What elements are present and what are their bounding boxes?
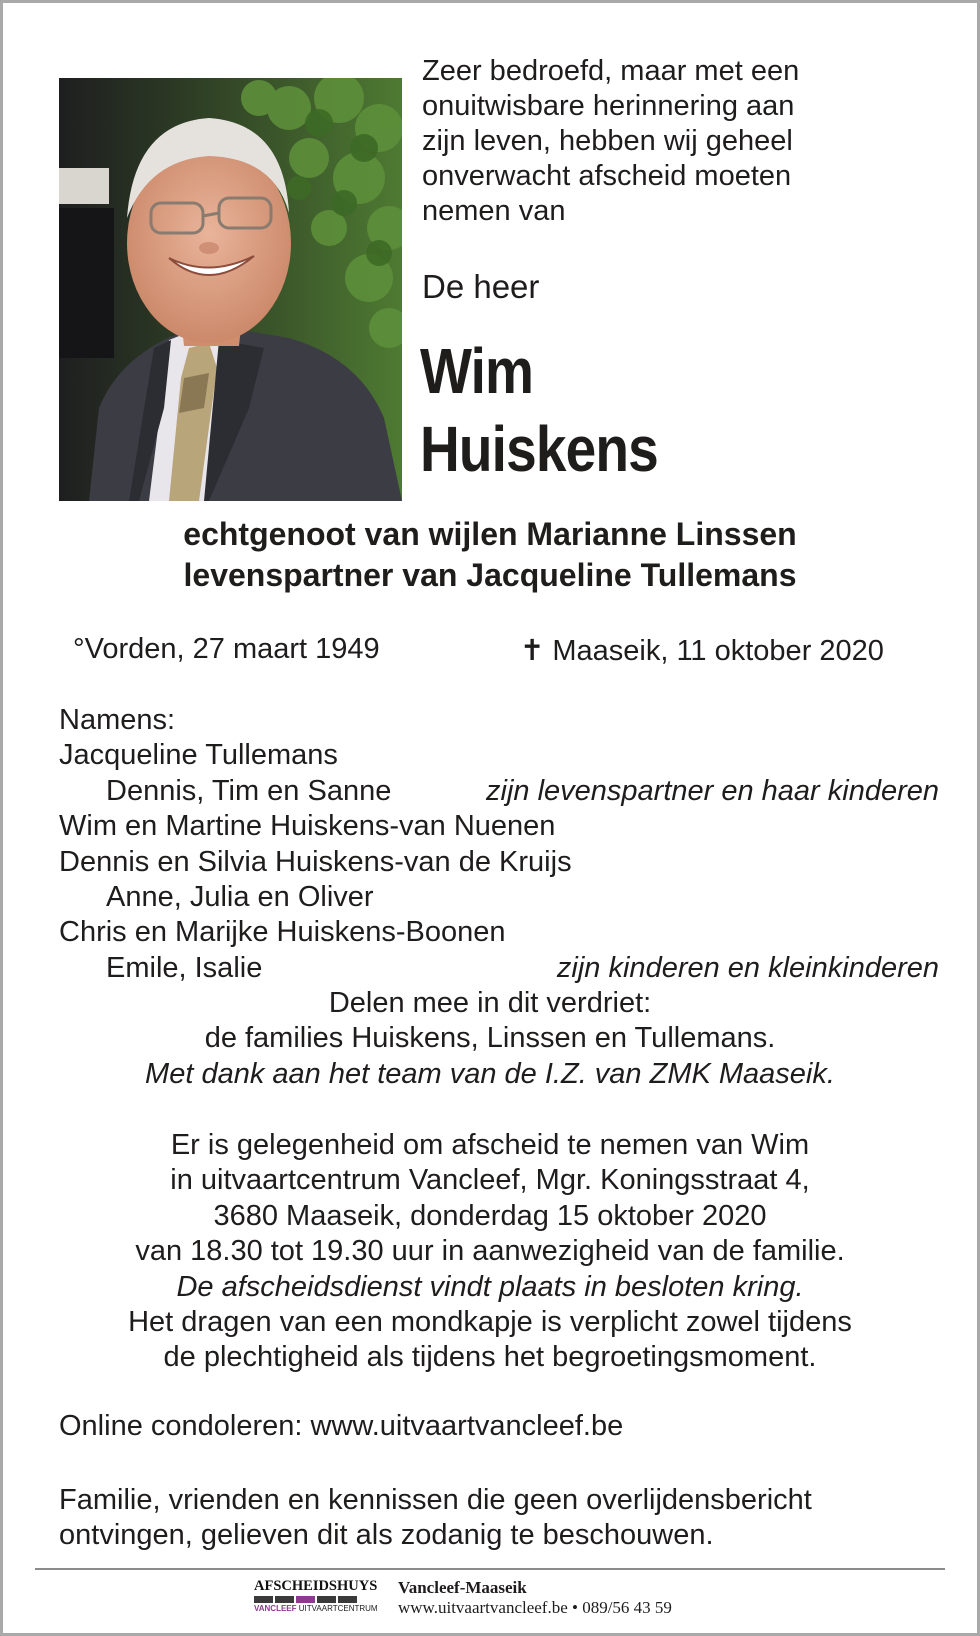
service-line: De afscheidsdienst vindt plaats in besloten kring. <box>176 1270 804 1303</box>
family-row <box>59 738 939 773</box>
family-list <box>59 703 939 986</box>
family-name: Emile, Isalie <box>106 951 263 984</box>
last-name: Huiskens <box>420 413 658 485</box>
family-row <box>59 915 939 950</box>
funeral-home-name: Vancleef-Maaseik <box>398 1578 527 1597</box>
deceased-name <box>420 332 658 488</box>
mask-line: Het dragen van een mondkapje is verplicht zowel tijdens <box>128 1306 852 1339</box>
funeral-home-contact: www.uitvaartvancleef.be • 089/56 43 59 <box>398 1598 672 1617</box>
funeral-home-logo <box>254 1578 379 1618</box>
logo-bar <box>317 1596 336 1603</box>
online-condolence: Online condoleren: www.uitvaartvancleef.be <box>59 1410 624 1442</box>
logo-bar <box>275 1596 294 1603</box>
birth-date: °Vorden, 27 maart 1949 <box>73 633 380 665</box>
visitation-line: in uitvaartcentrum Vancleef, Mgr. Koningsstraat 4, <box>170 1164 810 1197</box>
share-families: de families Huiskens, Linssen en Tullemans. <box>204 1022 776 1055</box>
visitation-line: van 18.30 tot 19.30 uur in aanwezigheid van de familie. <box>135 1235 845 1268</box>
logo-bar-accent <box>296 1596 315 1603</box>
relation-spouse: echtgenoot van wijlen Marianne Linssen <box>183 516 797 552</box>
visitation-line: Er is gelegenheid om afscheid te nemen van Wim <box>170 1129 810 1161</box>
family-intro: Namens: <box>59 704 176 736</box>
logo-wordmark: AFSCHEIDSHUYS <box>254 1578 378 1594</box>
notice-line: Familie, vrienden en kennissen die geen overlijdensbericht <box>59 1484 812 1516</box>
intro-line: Zeer bedroefd, maar met een <box>422 55 800 87</box>
family-row <box>59 880 939 915</box>
intro-line: zijn leven, hebben wij geheel <box>422 125 793 157</box>
mask-line: de plechtigheid als tijdens het begroetingsmoment. <box>163 1341 817 1374</box>
intro-line: onuitwisbare herinnering aan <box>422 90 795 122</box>
first-name: Wim <box>420 335 534 407</box>
family-name: Dennis en Silvia Huiskens-van de Kruijs <box>59 845 572 878</box>
family-name: Wim en Martine Huiskens-van Nuenen <box>59 810 556 843</box>
family-role: zijn levenspartner en haar kinderen <box>486 774 939 807</box>
family-name: Anne, Julia en Oliver <box>106 880 374 913</box>
share-grief <box>0 986 980 1092</box>
logo-brand: VANCLEEF <box>254 1604 297 1613</box>
logo-bar <box>254 1596 273 1603</box>
intro-text <box>422 54 942 229</box>
intro-line: onverwacht afscheid moeten <box>422 160 792 192</box>
family-row <box>59 951 939 986</box>
family-name: Dennis, Tim en Sanne <box>106 774 392 807</box>
family-name: Chris en Marijke Huiskens-Boonen <box>59 916 506 949</box>
share-line: Delen mee in dit verdriet: <box>328 987 652 1019</box>
notice-text <box>59 1483 812 1554</box>
notice-line: ontvingen, gelieven dit als zodanig te beschouwen. <box>59 1519 714 1552</box>
relation-partner: levenspartner van Jacqueline Tullemans <box>183 557 797 593</box>
visitation-line: 3680 Maaseik, donderdag 15 oktober 2020 <box>213 1199 767 1232</box>
logo-bar <box>338 1596 357 1603</box>
footer-divider <box>35 1568 945 1570</box>
logo-subtitle <box>254 1604 379 1613</box>
family-name: Jacqueline Tullemans <box>59 739 338 772</box>
logo-sub: UITVAARTCENTRUM <box>298 1604 378 1613</box>
portrait-photo <box>59 78 402 501</box>
title-prefix: De heer <box>422 268 540 305</box>
family-row <box>59 845 939 880</box>
thanks-line: Met dank aan het team van de I.Z. van ZMK Maaseik. <box>145 1057 835 1090</box>
family-role: zijn kinderen en kleinkinderen <box>556 951 939 984</box>
death-date: ✝ Maaseik, 11 oktober 2020 <box>520 635 884 667</box>
intro-line: nemen van <box>422 195 566 227</box>
logo-bars <box>254 1596 379 1603</box>
visitation-info <box>0 1128 980 1376</box>
family-row <box>59 809 939 844</box>
family-row <box>59 774 939 809</box>
